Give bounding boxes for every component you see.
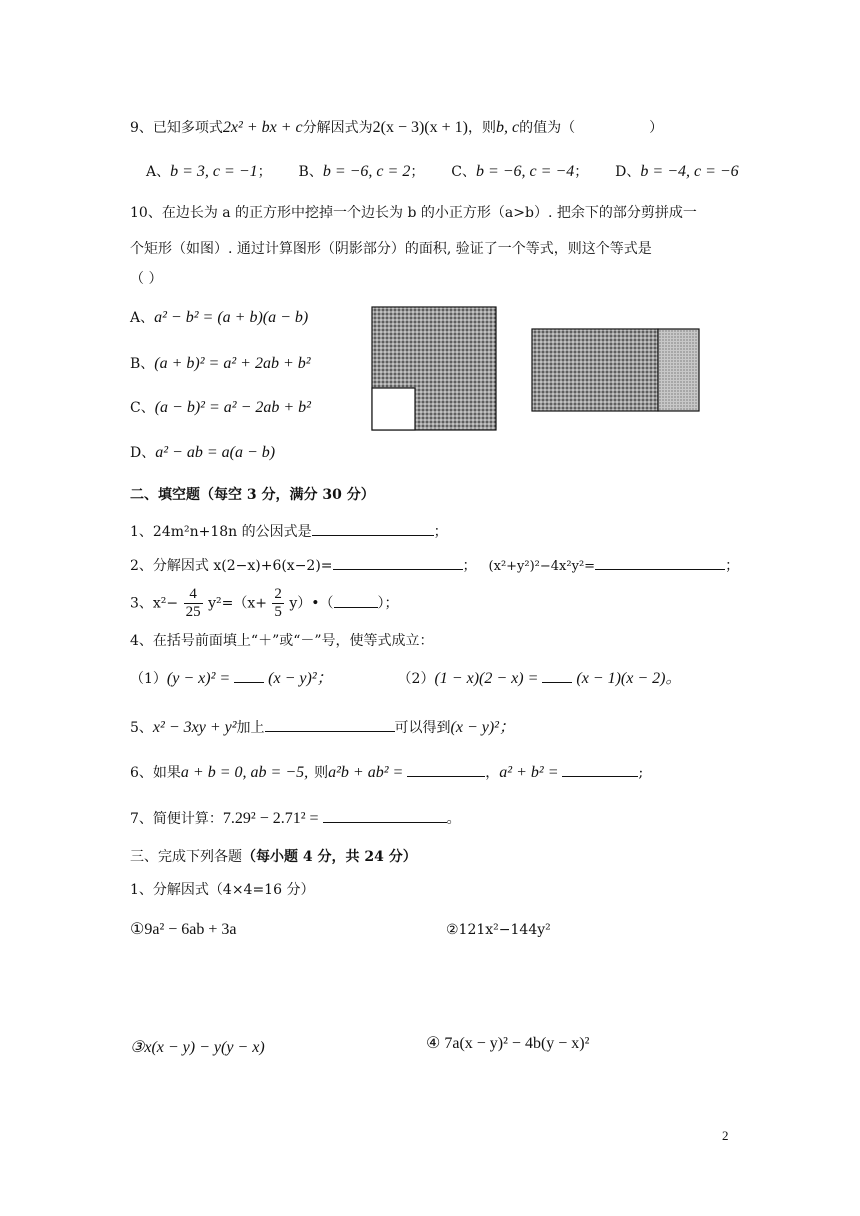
problem-1: ①9a² − 6ab + 3a — [130, 921, 237, 938]
fill-item-1: 1、24m²n+18n 的公因式是 ； — [130, 519, 448, 542]
fill-item-4: 4、在括号前面填上“＋”或“－”号，使等式成立： — [130, 633, 434, 649]
fill-item-2: 2、分解因式 x(2−x)+6(x−2)= ； (x²+y²)²−4x²y²= ； — [130, 553, 739, 577]
q9-option-a: A、b = 3, c = −1； — [146, 163, 272, 180]
fill-item-4-parts: （1）(y − x)² = (x − y)²； （2）(1 − x)(2 − x) = (x − 1)(x − 2)。 — [130, 666, 682, 689]
q10-line3: （ ） — [130, 271, 163, 287]
q10-option-b: B、(a + b)² = a² + 2ab + b² — [130, 355, 311, 372]
q9-option-c: C、b = −6, c = −4； — [451, 163, 589, 180]
fill-item-3: 3、x²− $\frac{4}{25}$ y²=（x+ $\frac{2}{5}$ y）•（ ）； — [130, 586, 399, 620]
fraction-2-5: $\frac{2}{5}$ — [274, 586, 282, 620]
section3-title: 三、完成下列各题（每小题 4 分，共 24 分） — [130, 849, 417, 865]
q10-line2: 个矩形（如图）. 通过计算图形（阴影部分）的面积, 验证了一个等式，则这个等式是 — [130, 241, 652, 257]
q10-option-c: C、(a − b)² = a² − 2ab + b² — [130, 399, 311, 416]
rectangle-figure — [530, 327, 702, 413]
section2-title: 二、填空题（每空 3 分，满分 30 分） — [130, 487, 375, 503]
q9-stem: 9、已知多项式2x² + bx + c分解因式为2(x − 3)(x + 1)，则b, c的值为（ ） — [130, 119, 664, 136]
fill-item-5: 5、x² − 3xy + y²加上 可以得到(x − y)²； — [130, 715, 515, 738]
page-number: 2 — [722, 1128, 729, 1143]
fill-item-7: 7、简便计算：7.29² − 2.71² = 。 — [130, 806, 461, 829]
fill-item-6: 6、如果a + b = 0, ab = −5, 则a²b + ab² = ，a² + b² = ; — [130, 760, 643, 783]
q9-option-b: B、b = −6, c = 2； — [298, 163, 425, 180]
fraction-4-25: $\frac{4}{25}$ — [185, 586, 201, 620]
problem-4: ④ 7a(x − y)² − 4b(y − x)² — [426, 1035, 590, 1052]
problem-2: ②121x²−144y² — [446, 922, 551, 938]
q10-option-a: A、a² − b² = (a + b)(a − b) — [130, 309, 309, 326]
section3-sub1: 1、分解因式（4×4=16 分） — [130, 882, 315, 898]
q9-option-d: D、b = −4, c = −6 — [615, 163, 739, 180]
square-with-cutout-figure — [370, 305, 500, 433]
q10-line1: 10、在边长为 a 的正方形中挖掉一个边长为 b 的小正方形（a>b）. 把余下的部分剪拼成一 — [130, 205, 697, 221]
problem-3: ③x(x − y) − y(y − x) — [130, 1039, 265, 1056]
q10-option-d: D、a² − ab = a(a − b) — [130, 444, 276, 461]
q9-options — [146, 162, 739, 182]
